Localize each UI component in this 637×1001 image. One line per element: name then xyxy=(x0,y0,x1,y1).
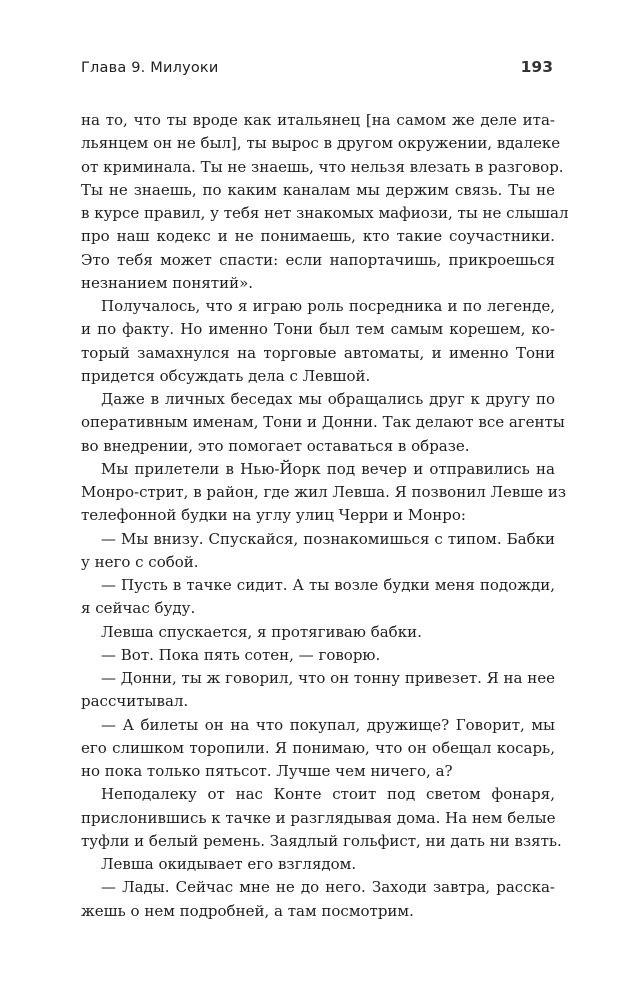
text-line: Это тебя может спасти: если напортачишь, прикроешься xyxy=(81,250,555,269)
paragraph xyxy=(81,295,555,388)
chapter-title: Глава 9. Милуоки xyxy=(81,60,219,76)
text-line: Ты не знаешь, по каким каналам мы держим связь. Ты не xyxy=(81,180,555,199)
paragraph xyxy=(81,528,555,575)
text-line: — Пусть в тачке сидит. А ты возле будки меня подожди, xyxy=(101,576,555,594)
text-line: Даже в личных беседах мы обращались друг к другу по xyxy=(101,390,555,408)
paragraph xyxy=(81,876,555,923)
text-line: — Донни, ты ж говорил, что он тонну привезет. Я на нее xyxy=(101,669,556,687)
text-line: туфли и белый ремень. Заядлый гольфист, ни дать ни взять. xyxy=(81,831,562,850)
text-line: торый замахнулся на торговые автоматы, и именно Тони xyxy=(81,343,555,362)
text-line: телефонной будки на углу улиц Черри и Монро: xyxy=(81,506,466,525)
text-line: Левша окидывает его взглядом. xyxy=(101,855,357,873)
running-header xyxy=(81,58,553,82)
page-number: 193 xyxy=(520,58,553,76)
text-line: льянцем он не был], ты вырос в другом окружении, вдалеке xyxy=(81,134,561,153)
text-line: на то, что ты вроде как итальянец [на самом же деле ита- xyxy=(81,111,555,129)
text-line: я сейчас буду. xyxy=(81,599,196,618)
text-line: Получалось, что я играю роль посредника и по легенде, xyxy=(101,297,555,315)
paragraph xyxy=(81,853,555,876)
text-line: придется обсуждать дела с Левшой. xyxy=(81,366,371,385)
text-line: Левша спускается, я протягиваю бабки. xyxy=(101,622,422,641)
text-line: от криминала. Ты не знаешь, что нельзя влезать в разговор. xyxy=(81,157,564,176)
text-line: у него с собой. xyxy=(81,552,199,571)
paragraph xyxy=(81,714,555,784)
text-line: незнанием понятий». xyxy=(81,273,254,292)
text-line: его слишком торопили. Я понимаю, что он обещал косарь, xyxy=(81,738,555,757)
text-line: жешь о нем подробней, а там посмотрим. xyxy=(81,901,414,920)
text-line: Мы прилетели в Нью-Йорк под вечер и отправились на xyxy=(101,459,555,478)
paragraph xyxy=(81,644,555,667)
body-text xyxy=(81,109,569,923)
paragraph xyxy=(81,783,562,853)
text-line: но пока только пятьсот. Лучше чем ничего, а? xyxy=(81,762,453,780)
text-line: Монро-стрит, в район, где жил Левша. Я позвонил Левше из xyxy=(81,483,567,501)
text-line: во внедрении, это помогает оставаться в образе. xyxy=(81,436,470,455)
text-line: оперативным именам, Тони и Донни. Так делают все агенты xyxy=(81,413,565,432)
text-line: — Вот. Пока пять сотен, — говорю. xyxy=(101,645,381,664)
text-line: прислонившись к тачке и разглядывая дома. На нем белые xyxy=(81,808,556,827)
text-line: и по факту. Но именно Тони был тем самым корешем, ко- xyxy=(81,320,555,339)
paragraph xyxy=(81,109,569,295)
paragraph xyxy=(81,388,565,458)
text-line: — Лады. Сейчас мне не до него. Заходи завтра, расска- xyxy=(101,878,555,897)
paragraph xyxy=(81,621,555,644)
text-line: Неподалеку от нас Конте стоит под светом фонаря, xyxy=(101,785,555,804)
text-line: — Мы внизу. Спускайся, познакомишься с типом. Бабки xyxy=(101,529,555,548)
paragraph xyxy=(81,574,555,621)
text-line: про наш кодекс и не понимаешь, кто такие соучастники. xyxy=(81,227,555,246)
text-line: рассчитывал. xyxy=(81,692,189,711)
paragraph xyxy=(81,458,567,528)
text-line: — А билеты он на что покупал, дружище? Говорит, мы xyxy=(101,715,555,734)
paragraph xyxy=(81,667,555,714)
text-line: в курсе правил, у тебя нет знакомых мафиози, ты не слышал xyxy=(81,204,569,222)
